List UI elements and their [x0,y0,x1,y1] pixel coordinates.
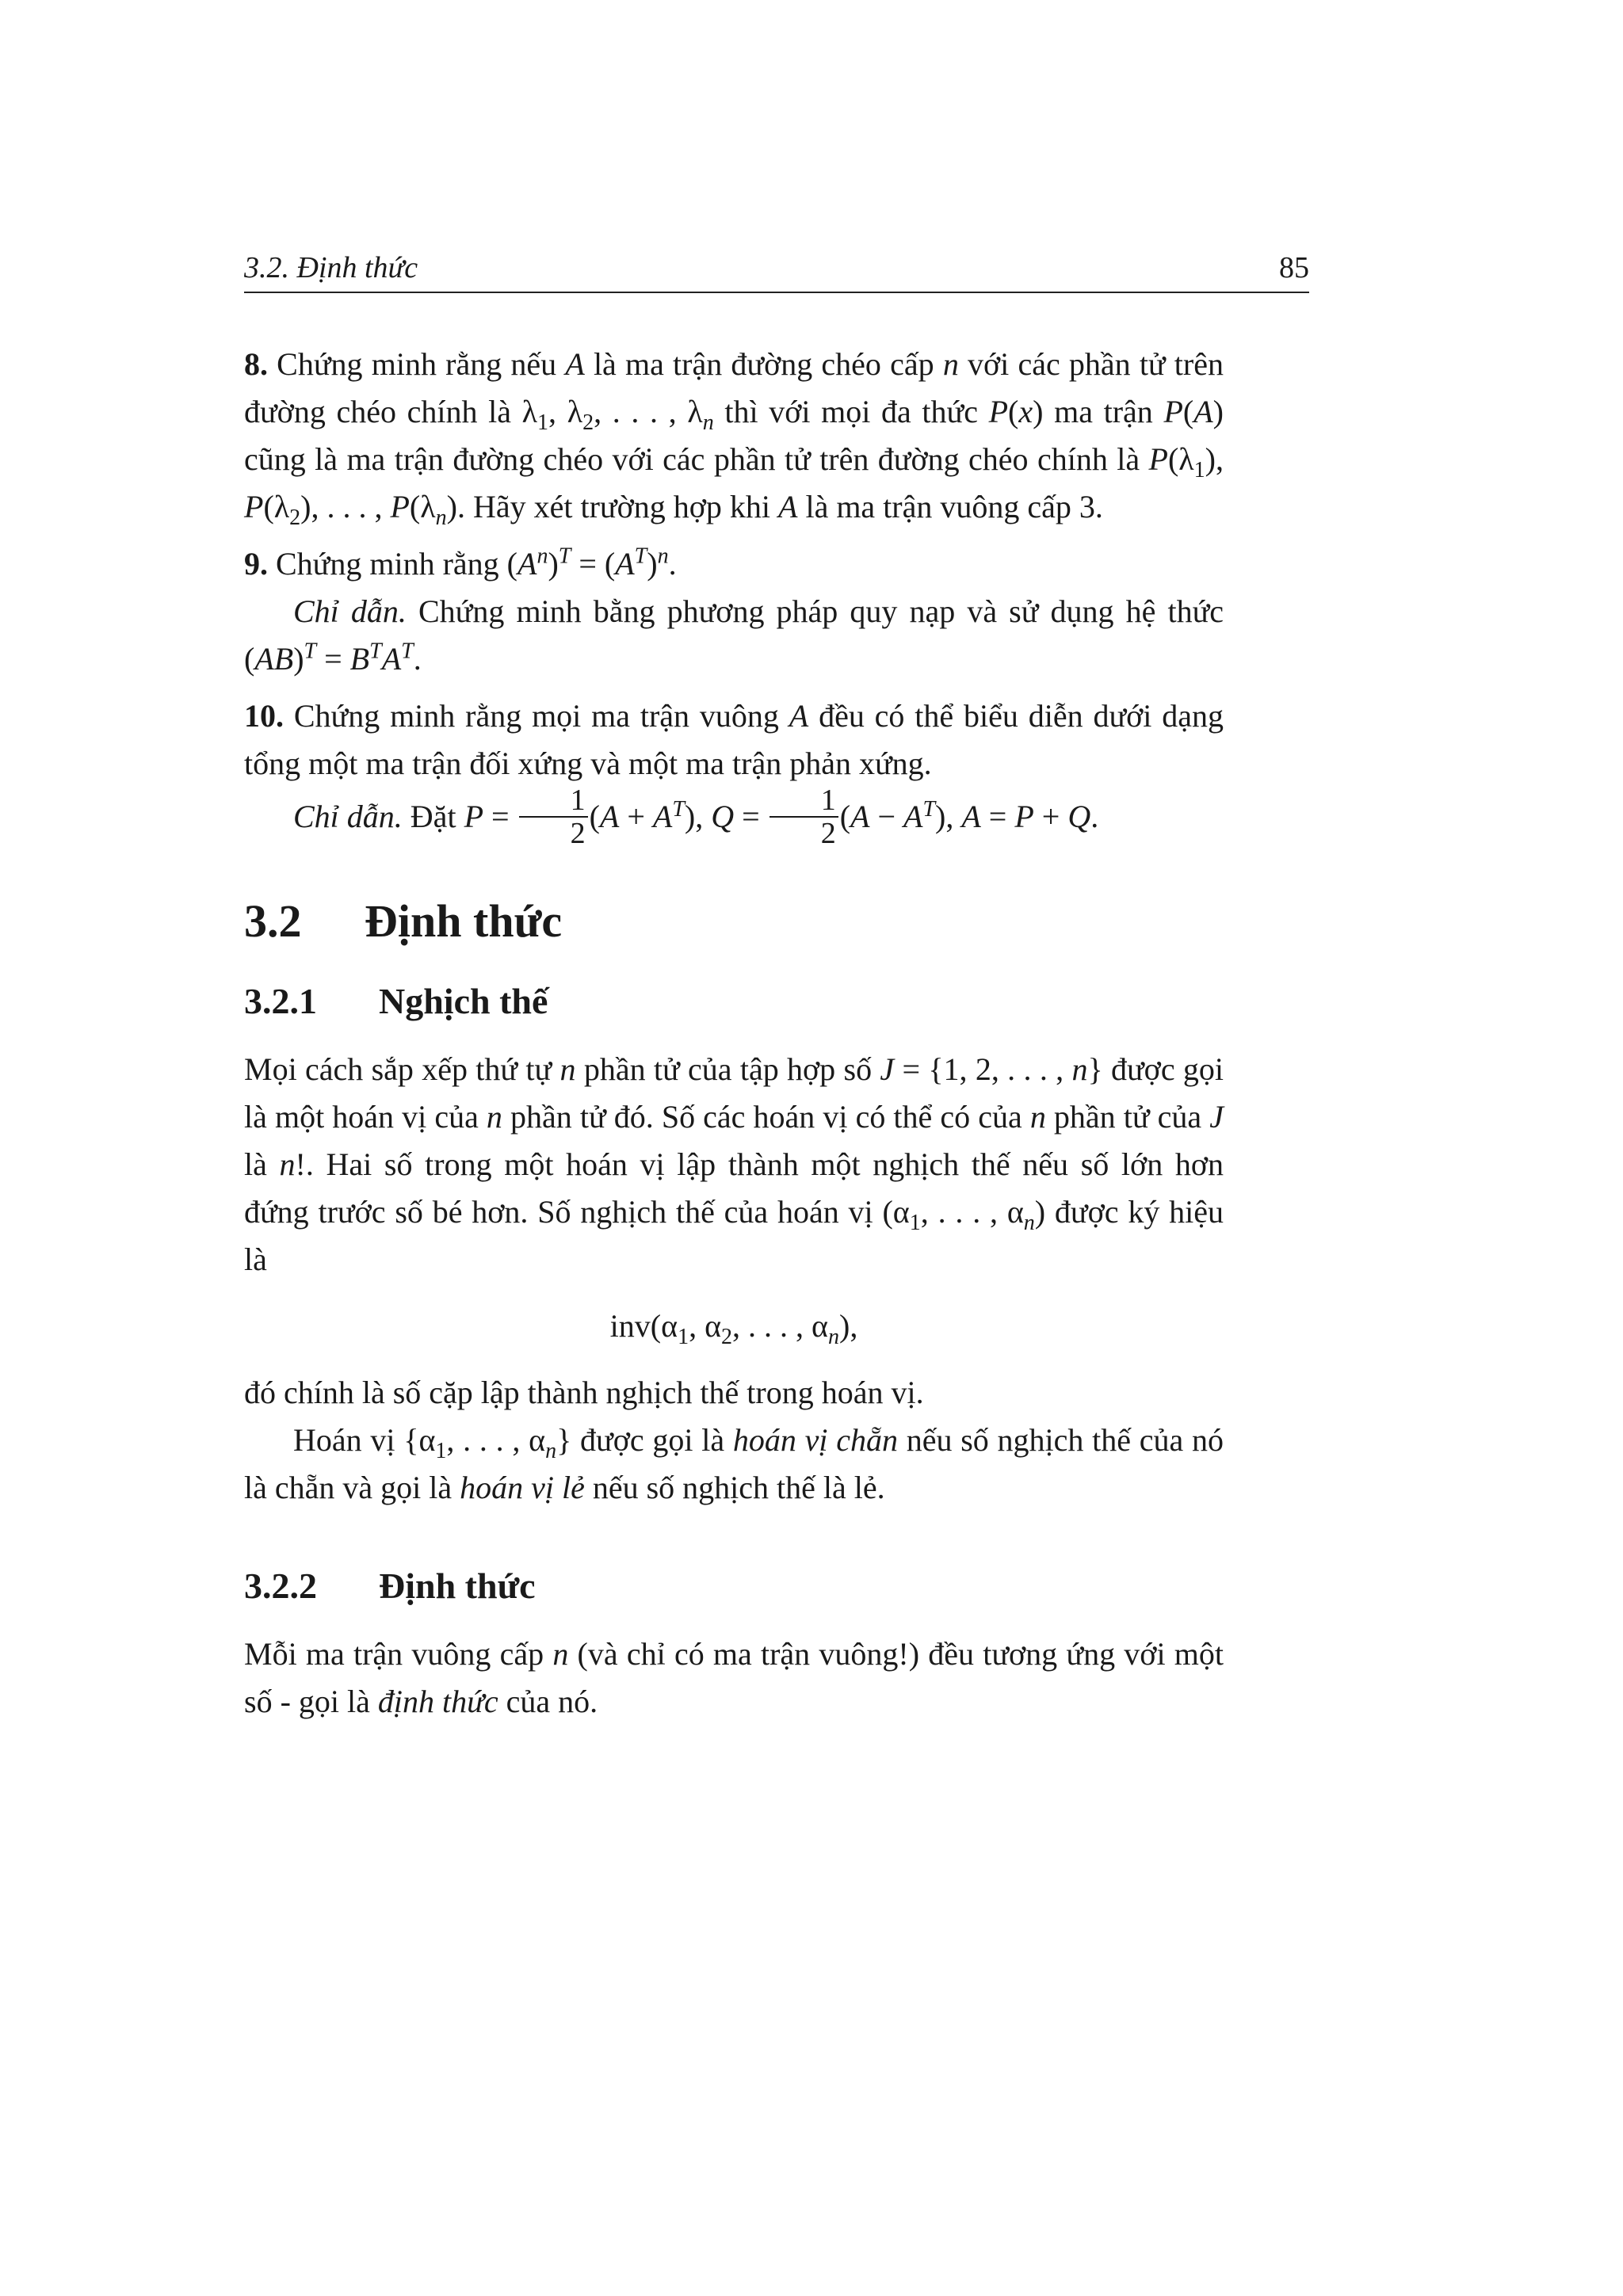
fraction-half: $\frac{1}{2}$ [769,784,838,849]
header-section-title: 3.2. Định thức [244,251,418,284]
exercise-9-hint: Chỉ dẫn. Chứng minh bằng phương pháp quy nạp và sử dụng hệ thức $(AB)^T = B^TA^T$. [244,593,1224,677]
paragraph-determinant: Mỗi ma trận vuông cấp n (và chỉ có ma trận vuông!) đều tương ứng với một số - gọi là định thức của nó. [244,1636,1224,1719]
subsection-heading-1: 3.2.1 Nghịch thế [244,981,548,1021]
hint-label: Chỉ dẫn. [293,593,407,629]
section-heading: 3.2 Định thức [244,895,563,947]
exercise-10: 10. Chứng minh rằng mọi ma trận vuông A đều có thể biểu diễn dưới dạng tổng một ma trận đối xứng và một ma trận phản xứng. [244,698,1224,781]
paragraph-inversion-count: đó chính là số cặp lập thành nghịch thế trong hoán vị. [244,1375,924,1410]
exercise-10-hint: Chỉ dẫn. Đặt P = $\frac{1}{2}$ $(A + A^T)$, Q = $\frac{1}{2}$ $(A - A^T)$, A = P + Q. [293,784,1099,850]
hint-label: Chỉ dẫn. [293,799,403,835]
fraction-half: $\frac{1}{2}$ [519,784,588,849]
running-header [244,249,1309,293]
subsection-heading-2: 3.2.2 Định thức [244,1566,536,1606]
exercise-number: 8. [244,346,268,382]
page-number: 85 [1279,251,1309,284]
paragraph-parity: Hoán vị {$\alpha_1$, . . . , $\alpha_n$} được gọi là hoán vị chẵn nếu số nghịch thế của nó là chẵn và gọi là hoán vị lẻ nếu số nghịch thế là lẻ. [244,1422,1224,1505]
paragraph-permutation: Mọi cách sắp xếp thứ tự n phần tử của tập hợp số J = {1, 2, . . . , n} được gọi là một hoán vị của n phần tử đó. Số các hoán vị có thể có của n phần tử của J là n!. Hai số trong một hoán vị lập thành một nghịch thế nếu số lớn hơn đứng trước số bé hơn. Số nghịch thế của hoán vị ($\alpha_1$, . . . , $\alpha_n$) được ký hiệu là [244,1051,1224,1277]
display-formula: $inv(\alpha_1$, $\alpha_2$, . . . , $\alpha_n$), [609,1308,858,1349]
exercise-number: 10. [244,698,284,734]
page-body [244,341,1224,1726]
exercise-8: 8. Chứng minh rằng nếu A là ma trận đường chéo cấp n với các phần tử trên đường chéo chính là $\lambda_1$, $\lambda_2$, . . . , $\lambda_n$ thì với mọi đa thức P(x) ma trận P(A) cũng là ma trận đường chéo với các phần tử trên đường chéo chính là $P(\lambda_1)$, $P(\lambda_2)$, . . . , $P(\lambda_n)$. Hãy xét trường hợp khi A là ma trận vuông cấp 3. [244,346,1224,530]
exercise-number: 9. [244,546,268,582]
exercise-9: 9. Chứng minh rằng $(A^n)^T = (A^T)^n$. [244,543,677,582]
